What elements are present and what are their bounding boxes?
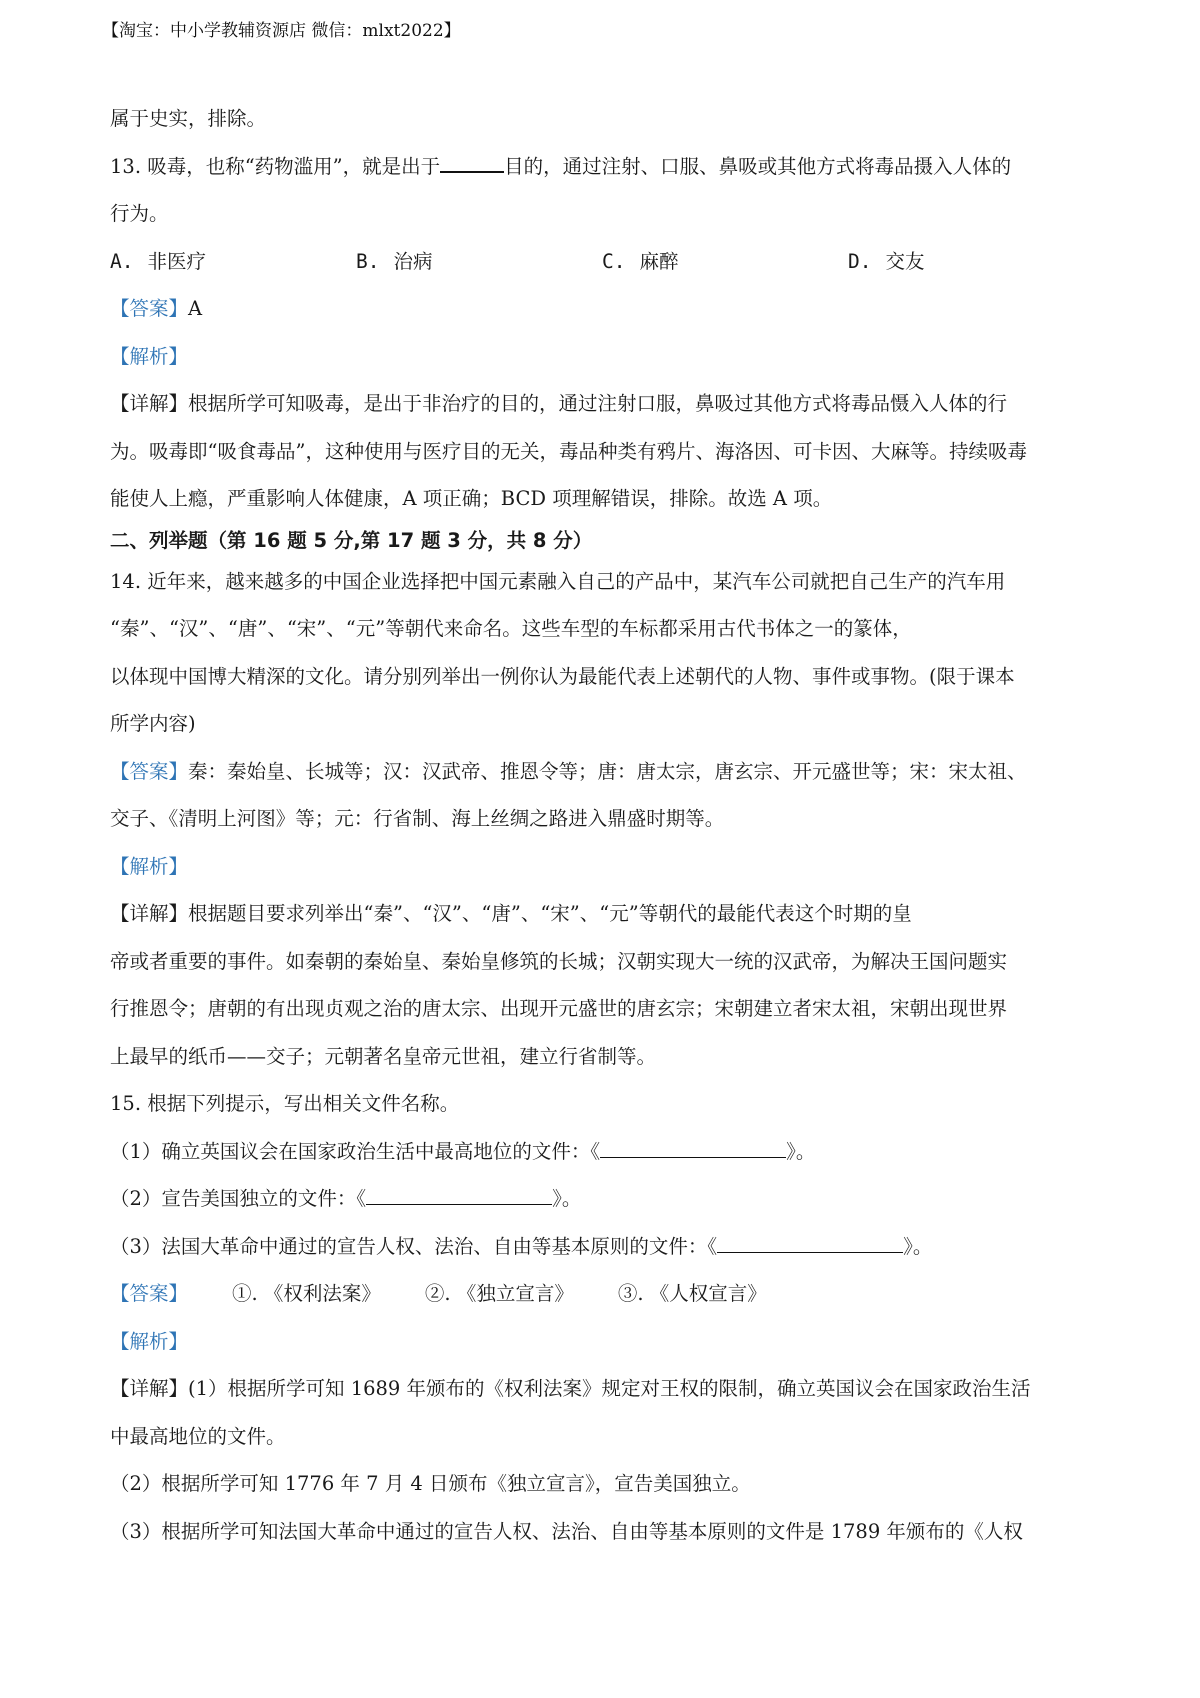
question-14-line: 14. 近年来，越来越多的中国企业选择把中国元素融入自己的产品中，某汽车公司就把自己生产的汽车用: [110, 569, 1006, 593]
page-header: 【淘宝：中小学教辅资源店 微信：mlxt2022】: [102, 21, 461, 41]
question-13-stem: 13. 吸毒，也称“药物滥用”，就是出于 目的，通过注射、口服、鼻吸或其他方式将毒品摄入人体的: [110, 143, 1100, 191]
text-line: 行为。: [110, 202, 169, 225]
question-14-line: “秦”、“汉”、“唐”、“宋”、“元”等朝代来命名。这些车型的车标都采用古代书体之一的篆体，: [110, 617, 912, 640]
detail-line: 上最早的纸币——交子；元朝著名皇帝元世祖，建立行省制等。: [110, 1044, 657, 1068]
detail-line: （3）根据所学可知法国大革命中通过的宣告人权、法治、自由等基本原则的文件是 1789 年颁布的《人权: [110, 1519, 1023, 1543]
detail-line: 能使人上瘾，严重影响人体健康，A 项正确；BCD 项理解错误，排除。故选 A 项。: [110, 487, 833, 510]
answer-blank: [366, 1182, 552, 1205]
question-15-item: （2）宣告美国独立的文件：《 》。: [110, 1175, 1100, 1223]
answer-label: 【答案】: [110, 1282, 189, 1305]
detail-line: 为。吸毒即“吸食毒品”，这种使用与医疗目的无关，毒品种类有鸦片、海洛因、可卡因、大麻等。持续吸毒: [110, 439, 1027, 463]
detail-line: 行推恩令；唐朝的有出现贞观之治的唐太宗、出现开元盛世的唐玄宗；宋朝建立者宋太祖，宋朝出现世界: [110, 997, 1008, 1020]
option-a: A. 非医疗: [110, 249, 206, 273]
analysis-label: 【解析】: [110, 1329, 189, 1353]
detail-line: 【详解】(1）根据所学可知 1689 年颁布的《权利法案》规定对王权的限制，确立英国议会在国家政治生活: [110, 1377, 1031, 1400]
answer-blank: [440, 149, 504, 173]
option-b: B. 治病: [356, 249, 433, 273]
answer-line: 【答案】 ①. 《权利法案》 ②. 《独立宣言》 ③. 《人权宣言》: [110, 1282, 767, 1305]
answer-label: 【答案】: [110, 759, 189, 783]
question-15-item: （3）法国大革命中通过的宣告人权、法治、自由等基本原则的文件：《 》。: [110, 1223, 1100, 1271]
detail-line: 【详解】根据所学可知吸毒，是出于非治疗的目的，通过注射口服，鼻吸过其他方式将毒品慑入人体的行: [110, 392, 1008, 415]
detail-line: 中最高地位的文件。: [110, 1424, 286, 1448]
detail-line: 【详解】根据题目要求列举出“秦”、“汉”、“唐”、“宋”、“元”等朝代的最能代表这个时期的皇: [110, 902, 912, 925]
section-heading: 二、列举题（第 16 题 5 分,第 17 题 3 分，共 8 分）: [110, 528, 593, 552]
analysis-label: 【解析】: [110, 344, 189, 368]
question-15-stem: 15. 根据下列提示，写出相关文件名称。: [110, 1092, 460, 1115]
question-14-line: 所学内容): [110, 712, 196, 735]
answer-line: 【答案】秦：秦始皇、长城等；汉：汉武帝、推恩令等；唐：唐太宗，唐玄宗、开元盛世等；宋：宋太祖、: [110, 759, 1027, 783]
question-15-item: （1）确立英国议会在国家政治生活中最高地位的文件：《 》。: [110, 1128, 1100, 1176]
text-line: 属于史实，排除。: [110, 107, 267, 130]
question-13-options: [110, 238, 1100, 286]
analysis-label: 【解析】: [110, 854, 189, 878]
answer-line: 交子、《清明上河图》等；元：行省制、海上丝绸之路进入鼎盛时期等。: [110, 807, 725, 830]
answer-line: 【答案】A: [110, 297, 203, 320]
answer-blank: [600, 1135, 786, 1158]
document-body: [110, 95, 1100, 1555]
option-d: D. 交友: [848, 249, 925, 273]
answer-label: 【答案】: [110, 297, 189, 320]
answer-blank: [717, 1230, 903, 1253]
question-14-line: 以体现中国博大精深的文化。请分别列举出一例你认为最能代表上述朝代的人物、事件或事物。(限于课本: [110, 664, 1015, 688]
detail-line: （2）根据所学可知 1776 年 7 月 4 日颁布《独立宣言》，宣告美国独立。: [110, 1472, 751, 1495]
detail-line: 帝或者重要的事件。如秦朝的秦始皇、秦始皇修筑的长城；汉朝实现大一统的汉武帝，为解决王国问题实: [110, 949, 1008, 973]
option-c: C. 麻醉: [602, 249, 679, 273]
